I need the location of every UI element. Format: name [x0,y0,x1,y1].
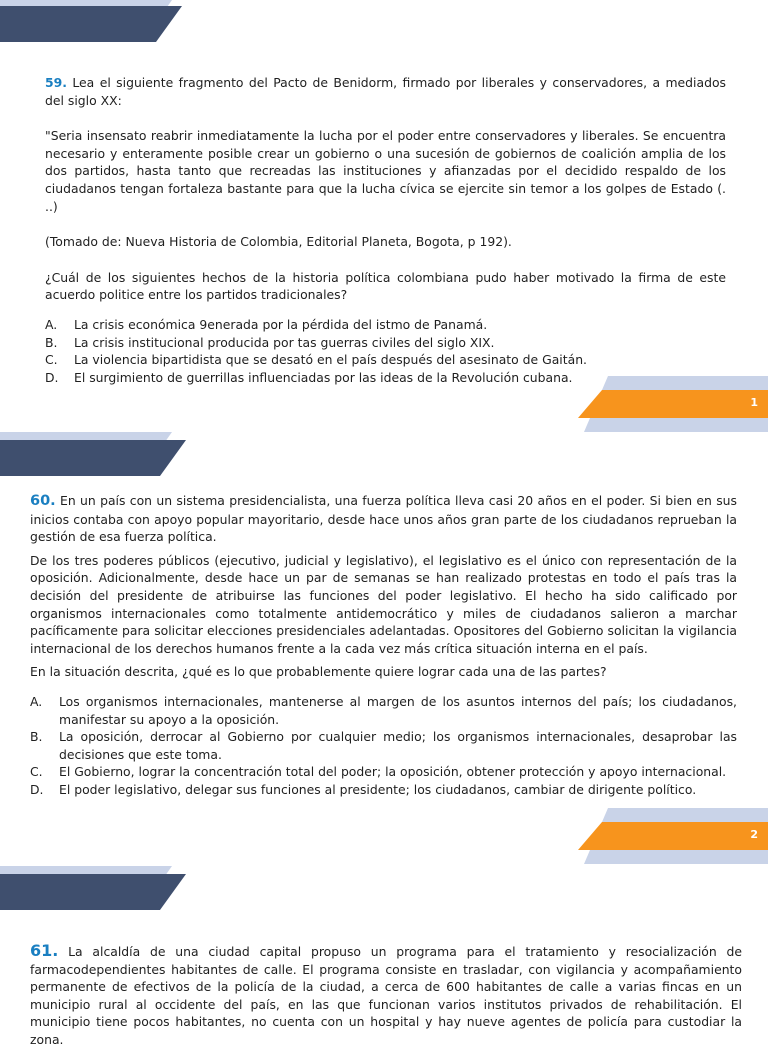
question-intro-text: En un país con un sistema presidencialista, una fuerza política lleva casi 20 años en el poder. Si bien en sus inicios contaba con apoyo popular mayoritario, desde hace unos años gran parte de los ciudadanos reprueban la gestión de esa fuerza política. [30,493,737,545]
question-59-quote: "Seria insensato reabrir inmediatamente la lucha por el poder entre conservadores y liberales. Se encuentra necesario y enteramente posible crear un gobierno o una sucesión de gobiernos de coalición amplia de los dos partidos, hasta tanto que recreadas las instituciones y afianzadas por el decidido respaldo de los ciudadanos tengan fortaleza bastante para que la lucha cívica se ejercite sin temor a los golpes de Estado (. ..) [45,128,726,214]
option-text: La crisis económica 9enerada por la pérdida del istmo de Panamá. [74,316,488,332]
option-b[interactable] [30,728,737,763]
option-d[interactable] [30,781,737,799]
option-a[interactable] [30,693,737,728]
option-letter: C. [45,352,58,368]
option-text: El Gobierno, lograr la concentración total del poder; la oposición, obtener protección y apoyo internacional. [59,764,727,780]
option-b[interactable] [45,334,726,352]
option-c[interactable] [45,351,726,369]
question-60 [30,492,737,799]
option-letter: D. [45,369,59,385]
option-letter: B. [30,729,43,745]
option-letter: A. [30,693,43,709]
option-text: La oposición, derrocar al Gobierno por cualquier medio; los organismos internacionales, desaprobar las decisiones que este toma. [59,729,737,762]
question-60-options [30,693,737,799]
footer-graphic-2 [578,808,768,864]
question-intro-text: Lea el siguiente fragmento del Pacto de Benidorm, firmado por liberales y conservadores, a mediados del siglo XX: [45,75,726,108]
option-a[interactable] [45,316,726,334]
option-text: El poder legislativo, delegar sus funciones al presidente; los ciudadanos, cambiar de dirigente político. [59,781,697,797]
page-number: 2 [750,828,758,841]
header-banner-middle [0,432,200,480]
question-number: 59. [45,75,67,90]
question-61 [30,942,742,1049]
question-59-prompt: ¿Cuál de los siguientes hechos de la historia política colombiana pudo haber motivado la firma de este acuerdo politice entre los partidos tradicionales? [45,269,726,303]
question-59-intro [45,74,726,109]
header-banner-top [0,0,200,48]
option-letter: B. [45,334,58,350]
banner-graphic-bottom [0,866,200,914]
option-letter: C. [30,764,43,780]
header-banner-bottom [0,866,200,914]
option-text: Los organismos internacionales, mantenerse al margen de los asuntos internos del país; los ciudadanos, manifestar su apoyo a la oposición. [59,693,737,727]
option-letter: A. [45,316,58,332]
question-60-intro [30,492,737,546]
question-number: 61. [30,941,59,960]
banner-graphic-top [0,0,200,48]
page-number: 1 [750,396,758,409]
option-letter: D. [30,781,44,797]
question-59 [45,74,726,386]
page-footer-banner-2 [578,808,768,864]
question-60-paragraph: De los tres poderes públicos (ejecutivo, judicial y legislativo), el legislativo es el único con representación de la oposición. Adicionalmente, desde hace un par de semanas se han realizado protestas en todo el país tras la decisión del presidente de atribuirse las funciones del poder legislativo. El hecho ha sido calificado por organismos internacionales como totalmente antidemocrático y miles de ciudadanos salieron a marchar pacíficamente para solicitar elecciones presidenciales adelantadas. Opositores del Gobierno solicitan la vigilancia internacional de los derechos humanos frente a la cada vez más crítica situación interna en el país. [30,552,737,656]
page-footer-banner-1 [578,376,768,432]
question-60-prompt: En la situación descrita, ¿qué es lo que probablemente quiere lograr cada una de las partes? [30,664,607,680]
question-intro-text: La alcaldía de una ciudad capital propuso un programa para el tratamiento y resocialización de farmacodependientes habitantes de calle. El programa consiste en trasladar, con vigilancia y acompañamiento permanente de efectivos de la policía de la ciudad, a cerca de 600 habitantes de calle a varias fincas en un municipio rural al occidente del país, en las que funcionan varios institutos privados de rehabilitación. El municipio tiene pocos habitantes, no cuenta con un hospital y hay nueve agentes de policía para custodiar la zona. [30,944,742,1047]
option-text: La crisis institucional producida por tas guerras civiles del siglo XIX. [74,334,495,350]
banner-graphic-middle [0,432,200,480]
option-text: El surgimiento de guerrillas influenciadas por las ideas de la Revolución cubana. [74,369,573,385]
question-61-intro [30,942,742,1049]
option-text: La violencia bipartidista que se desató en el país después del asesinato de Gaitán. [74,352,587,368]
option-c[interactable] [30,763,737,781]
question-59-source: (Tomado de: Nueva Historia de Colombia, Editorial Planeta, Bogota, p 192). [45,234,512,250]
footer-graphic-1 [578,376,768,432]
question-number: 60. [30,493,56,509]
